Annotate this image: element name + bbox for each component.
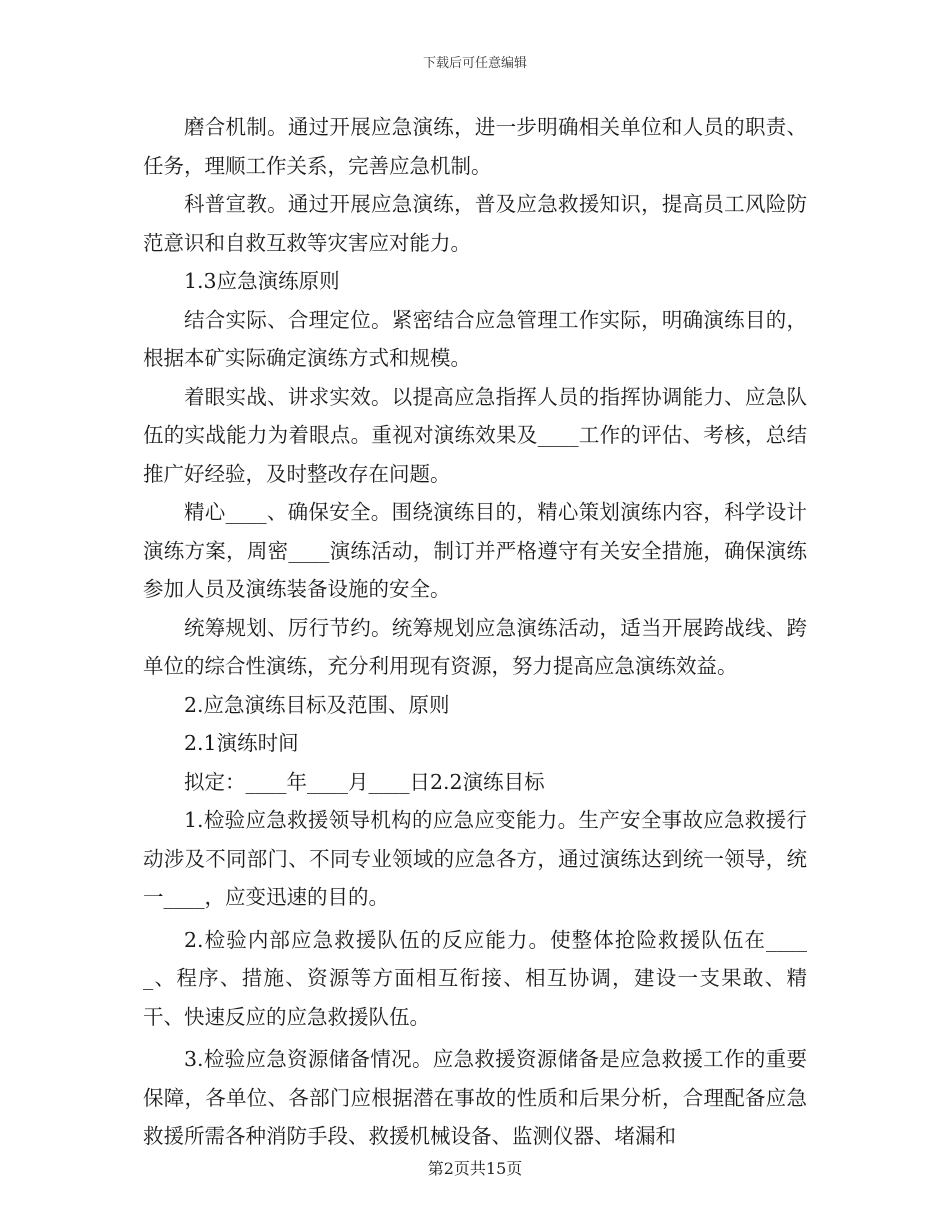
paragraph: 统筹规划、厉行节约。统筹规划应急演练活动，适当开展跨战线、跨单位的综合性演练，充分利用现有资源，努力提高应急演练效益。 [143,615,807,678]
paragraph: 科普宣教。通过开展应急演练，普及应急救援知识，提高员工风险防范意识和自救互救等灾害应对能力。 [143,192,807,255]
section-heading: 2.应急演练目标及范围、原则 [184,692,450,717]
paragraph: 2.检验内部应急救援队伍的反应能力。使整体抢险救援队伍在_____、程序、措施、资源等方面相互衔接、相互协调，建设一支果敢、精干、快速反应的应急救援队伍。 [143,927,807,1029]
section-heading: 1.3应急演练原则 [184,269,340,293]
paragraph: 拟定：____年____月____日2.2演练目标 [184,769,545,794]
section-heading: 2.1演练时间 [184,731,299,755]
paragraph: 结合实际、合理定位。紧密结合应急管理工作实际，明确演练目的，根据本矿实际确定演练方式和规模。 [143,307,807,370]
page-footer: 第2页共15页 [427,1159,523,1178]
paragraph: 精心____、确保安全。围绕演练目的，精心策划演练内容，科学设计演练方案，周密____演练活动，制订并严格遵守有关安全措施，确保演练参加人员及演练装备设施的安全。 [143,500,807,601]
paragraph: 3.检验应急资源储备情况。应急救援资源储备是应急救援工作的重要保障，各单位、各部门应根据潜在事故的性质和后果分析，合理配备应急救援所需各种消防手段、救援机械设备、监测仪器、堵漏和 [143,1047,807,1148]
paragraph: 磨合机制。通过开展应急演练，进一步明确相关单位和人员的职责、任务，理顺工作关系，完善应急机制。 [143,115,807,178]
document-body [143,108,807,1156]
paragraph: 1.检验应急救援领导机构的应急应变能力。生产安全事故应急救援行动涉及不同部门、不同专业领域的应急各方，通过演练达到统一领导，统一____，应变迅速的目的。 [143,808,807,909]
paragraph: 着眼实战、讲求实效。以提高应急指挥人员的指挥协调能力、应急队伍的实战能力为着眼点。重视对演练效果及____工作的评估、考核，总结推广好经验，及时整改存在问题。 [143,384,807,486]
page-header: 下载后可任意编辑 [422,56,527,71]
